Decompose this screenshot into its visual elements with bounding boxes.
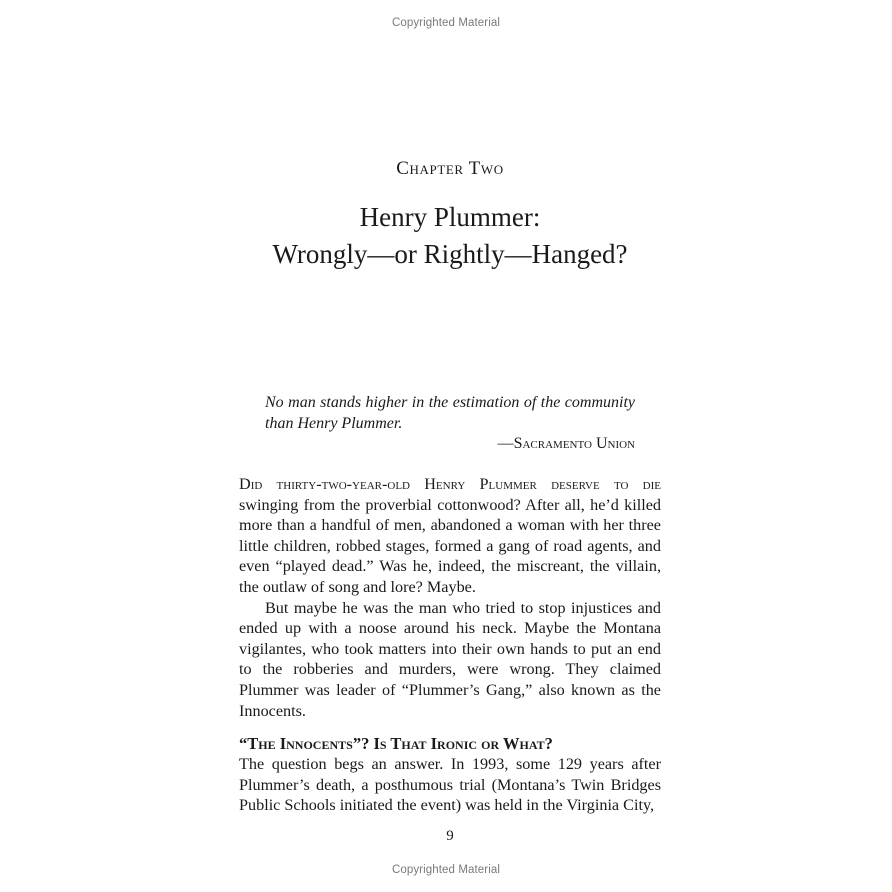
paragraph-3: The question begs an answer. In 1993, some 129 years after Plummer’s death, a posthumous trial (Montana’s Twin Bridges Public Schools initiated the event) was held in the Virginia City, bbox=[239, 755, 661, 815]
epigraph bbox=[265, 393, 635, 455]
page-number: 9 bbox=[446, 828, 454, 844]
chapter-title bbox=[0, 199, 892, 273]
chapter-title-line-2: Wrongly—or Rightly—Hanged? bbox=[272, 239, 628, 269]
paragraph-1-text: swinging from the proverbial cottonwood? After all, he’d killed more than a handful of men, abandoned a woman with her three little children, robbed stages, formed a gang of road agents, and even “played dead.” Was he, indeed, the miscreant, the villain, the outlaw of song and lore? Maybe. bbox=[239, 495, 661, 596]
epigraph-source: —Sacramento Union bbox=[497, 435, 635, 452]
chapter-title-line-1: Henry Plummer: bbox=[359, 202, 541, 232]
paragraph-2: But maybe he was the man who tried to stop injustices and ended up with a noose around his neck. Maybe the Montana vigilantes, who took matters into their own hands to put an end to the robberies and murders, were wrong. They claimed Plummer was leader of “Plummer’s Gang,” also known as the Innocents. bbox=[239, 598, 661, 720]
epigraph-quote: No man stands higher in the estimation of the community than Henry Plummer. bbox=[265, 394, 635, 432]
section-heading: “The Innocents”? Is That Ironic or What? bbox=[239, 734, 553, 754]
copyright-watermark-top: Copyrighted Material bbox=[391, 17, 501, 29]
chapter-label: Chapter Two bbox=[396, 158, 504, 179]
copyright-watermark-bottom: Copyrighted Material bbox=[391, 864, 501, 876]
body-text bbox=[239, 474, 661, 816]
paragraph-1-lead-in: Did thirty-two-year-old Henry Plummer deserve to die bbox=[239, 475, 661, 493]
paragraph-1 bbox=[239, 474, 661, 598]
